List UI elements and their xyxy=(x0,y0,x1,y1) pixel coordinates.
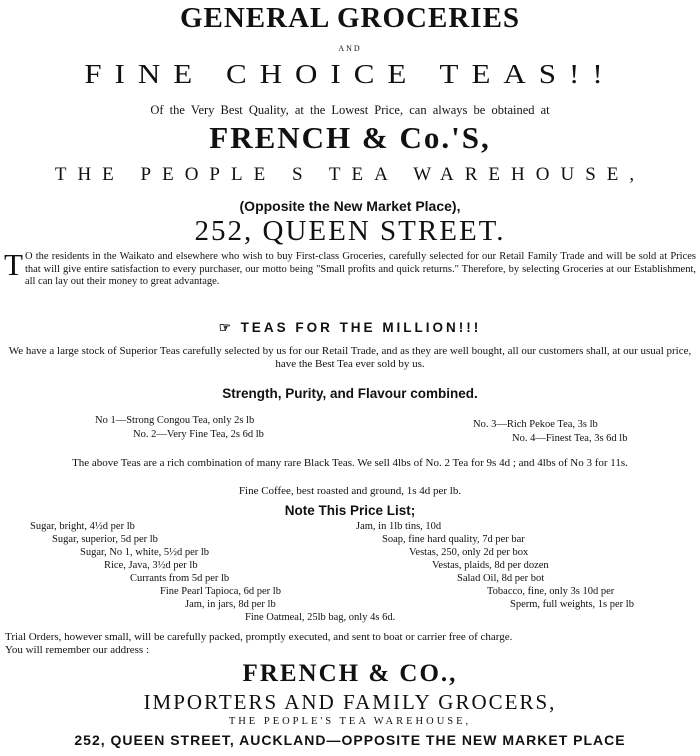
tea-item-2: No. 2—Very Fine Tea, 2s 6d lb xyxy=(133,429,264,440)
quality-subline: Of the Very Best Quality, at the Lowest Price, can always be obtained at xyxy=(150,103,550,117)
remember-address-text: You will remember our address : xyxy=(5,644,149,656)
price-item-right: Soap, fine hard quality, 7d per bar xyxy=(382,534,525,545)
price-item-left: Fine Pearl Tapioca, 6d per lb xyxy=(160,586,281,597)
main-title: GENERAL GROCERIES xyxy=(179,2,521,34)
coffee-line: Fine Coffee, best roasted and ground, 1s 4d per lb. xyxy=(238,485,462,497)
street-address-heading: 252, QUEEN STREET. xyxy=(194,215,506,247)
tea-warehouse-footer: THE PEOPLE'S TEA WAREHOUSE, xyxy=(228,716,472,727)
tea-item-4: No. 4—Finest Tea, 3s 6d lb xyxy=(512,433,628,444)
tea-item-1: No 1—Strong Congou Tea, only 2s lb xyxy=(95,415,255,426)
fine-teas-title: FINE CHOICE TEAS!! xyxy=(84,57,616,90)
oatmeal-line: Fine Oatmeal, 25lb bag, only 4s 6d. xyxy=(245,612,396,623)
trial-orders-text: Trial Orders, however small, will be carefully packed, promptly executed, and sent to boat or carrier free of charge. xyxy=(5,631,513,643)
stock-paragraph: We have a large stock of Superior Teas carefully selected by us for our Retail Trade, and as they are well bought, all our customers shall, at our usual price, have the Best Tea ever sold by us. xyxy=(8,345,692,370)
and-connector: AND xyxy=(338,44,362,53)
pointing-hand-icon: ☞ xyxy=(218,320,241,335)
price-item-right: Sperm, full weights, 1s per lb xyxy=(510,599,634,610)
price-item-left: Sugar, bright, 4½d per lb xyxy=(30,521,135,532)
teas-for-million-heading: ☞ TEAS FOR THE MILLION!!! xyxy=(218,320,482,335)
drop-cap: T xyxy=(4,247,23,282)
qualities-heading: Strength, Purity, and Flavour combined. xyxy=(222,386,478,401)
price-item-right: Salad Oil, 8d per bot xyxy=(457,573,545,584)
price-list-heading: Note This Price List; xyxy=(284,503,416,518)
price-item-right: Jam, in 1lb tins, 10d xyxy=(356,521,442,532)
importers-heading: IMPORTERS AND FAMILY GROCERS, xyxy=(143,690,557,714)
price-item-right: Vestas, 250, only 2d per box xyxy=(409,547,529,558)
firm-name-heading: FRENCH & Co.'S, xyxy=(209,120,491,155)
price-item-right: Vestas, plaids, 8d per dozen xyxy=(432,560,549,571)
blend-paragraph: The above Teas are a rich combination of many rare Black Teas. We sell 4lbs of No. 2 Tea for 9s 4d ; and 4lbs of No 3 for 11s. xyxy=(72,457,628,469)
price-item-left: Currants from 5d per lb xyxy=(130,573,230,584)
tea-warehouse-heading: THE PEOPLE S TEA WAREHOUSE, xyxy=(54,164,646,185)
location-note: (Opposite the New Market Place), xyxy=(239,198,461,214)
intro-text: O the residents in the Waikato and elsewhere who wish to buy First-class Groceries, carefully selected for our Retail Family Trade and will be sold at Prices that will give entire satisfaction to every purchaser, our motto being "Small profits and quick returns." Therefore, by selecting Groceries at our Establishment, all can lay out their money to great advantage. xyxy=(24,251,696,287)
trial-orders-paragraph xyxy=(5,631,695,657)
intro-paragraph xyxy=(4,247,696,289)
price-item-right: Tobacco, fine, only 3s 10d per xyxy=(487,586,615,597)
price-item-left: Jam, in jars, 8d per lb xyxy=(185,599,276,610)
footer-address: 252, QUEEN STREET, AUCKLAND—OPPOSITE THE NEW MARKET PLACE xyxy=(74,732,626,748)
price-item-left: Sugar, No 1, white, 5½d per lb xyxy=(80,547,210,558)
firm-name-footer: FRENCH & CO., xyxy=(242,660,458,687)
tea-item-3: No. 3—Rich Pekoe Tea, 3s lb xyxy=(473,419,598,430)
price-item-left: Sugar, superior, 5d per lb xyxy=(52,534,158,545)
price-item-left: Rice, Java, 3½d per lb xyxy=(104,560,198,571)
